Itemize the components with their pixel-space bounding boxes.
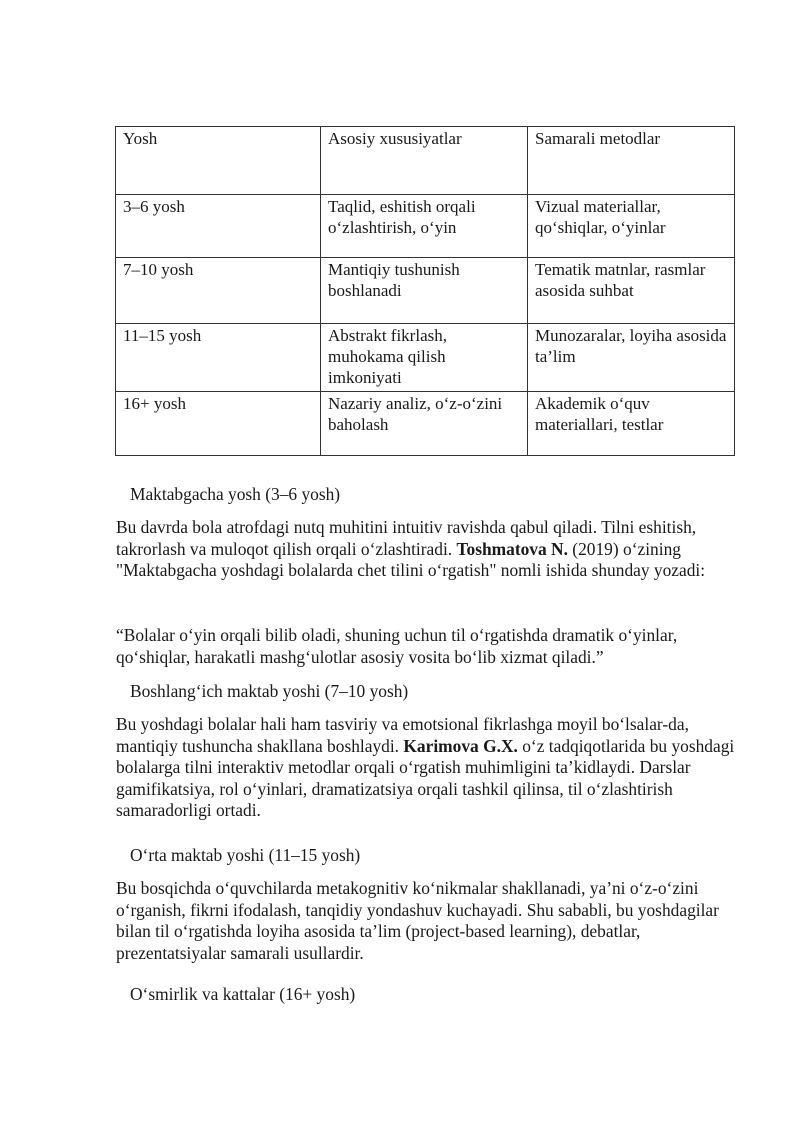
paragraph-middle: Bu bosqichda o‘quvchilarda metakognitiv ko‘nikmalar shakllanadi, ya’ni o‘z-o‘zini o‘rganish, fikrni ifodalash, tanqidiy yondashuv kuchayadi. Shu sababli, bu yoshdagilar bilan til o‘rgatishda loyiha asosida ta’lim (project-based learning), debatlar, prezentatsiyalar samarali usullardir. xyxy=(116,878,719,963)
table-cell-features: Nazariy analiz, o‘z-o‘zini baholash xyxy=(321,392,528,456)
table-cell-features: Mantiqiy tushunish boshlanadi xyxy=(321,258,528,324)
table-cell-age: 3–6 yosh xyxy=(116,195,321,258)
table-cell-methods: Munozaralar, loyiha asosida ta’lim xyxy=(528,324,735,392)
paragraph-text: (2019) o‘zining "Maktabgacha yoshdagi bolalarda chet tilini o‘rgatish" nomli ishida shunday yozadi: xyxy=(116,538,706,581)
table-cell-methods: Tematik matnlar, rasmlar asosida suhbat xyxy=(528,258,735,324)
table-row xyxy=(116,195,735,258)
table-cell-age: 16+ yosh xyxy=(116,392,321,456)
header-cell-features: Asosiy xususiyatlar xyxy=(321,127,528,195)
paragraph-text: Bu yoshdagi bolalar hali ham tasviriy va emotsional fikrlashga moyil bo‘lsalar-da, mantiqiy tushuncha shakllana boshlaydi. xyxy=(116,714,689,756)
table-cell-age: 7–10 yosh xyxy=(116,258,321,324)
paragraph-text: o‘z tadqiqotlarida bu yoshdagi bolalarga tilni interaktiv metodlar orqali o‘rgatish muhimligini ta’kidlaydi. Darslar gamifikatsiya, rol o‘yinlari, dramatizatsiya orqali tashkil qilinsa, til o‘zlashtirish samaradorligi ortadi. xyxy=(116,735,735,821)
author-name: Toshmatova N. xyxy=(456,538,568,559)
header-cell-methods: Samarali metodlar xyxy=(528,127,735,195)
table-cell-features: Taqlid, eshitish orqali o‘zlashtirish, o‘yin xyxy=(321,195,528,258)
section-heading-adult: O‘smirlik va kattalar (16+ yosh) xyxy=(130,984,356,1004)
section-heading-preschool: Maktabgacha yosh (3–6 yosh) xyxy=(130,484,341,504)
paragraph-primary xyxy=(116,714,738,822)
section-heading-primary: Boshlang‘ich maktab yoshi (7–10 yosh) xyxy=(130,681,409,701)
paragraph-preschool xyxy=(116,517,738,582)
quote-preschool: “Bolalar o‘yin orqali bilib oladi, shuning uchun til o‘rgatishda dramatik o‘yinlar, qo‘shiqlar, harakatli mashg‘ulotlar asosiy vosita bo‘lib xizmat qiladi.” xyxy=(116,625,678,667)
section-heading-middle: O‘rta maktab yoshi (11–15 yosh) xyxy=(130,845,361,865)
table-row xyxy=(116,258,735,324)
age-methods-table xyxy=(115,126,735,456)
table-cell-methods: Akademik o‘quv materiallari, testlar xyxy=(528,392,735,456)
paragraph-text: Bu davrda bola atrofdagi nutq muhitini intuitiv ravishda qabul qiladi. Tilni eshitish, takrorlash va muloqot qilish orqali o‘zlashtiradi. xyxy=(116,517,697,559)
table-row xyxy=(116,324,735,392)
table-cell-features: Abstrakt fikrlash, muhokama qilish imkoniyati xyxy=(321,324,528,392)
author-name: Karimova G.X. xyxy=(403,735,518,756)
header-cell-age: Yosh xyxy=(116,127,321,195)
table-row xyxy=(116,392,735,456)
table-cell-age: 11–15 yosh xyxy=(116,324,321,392)
table-header-row xyxy=(116,127,735,195)
table-cell-methods: Vizual materiallar, qo‘shiqlar, o‘yinlar xyxy=(528,195,735,258)
